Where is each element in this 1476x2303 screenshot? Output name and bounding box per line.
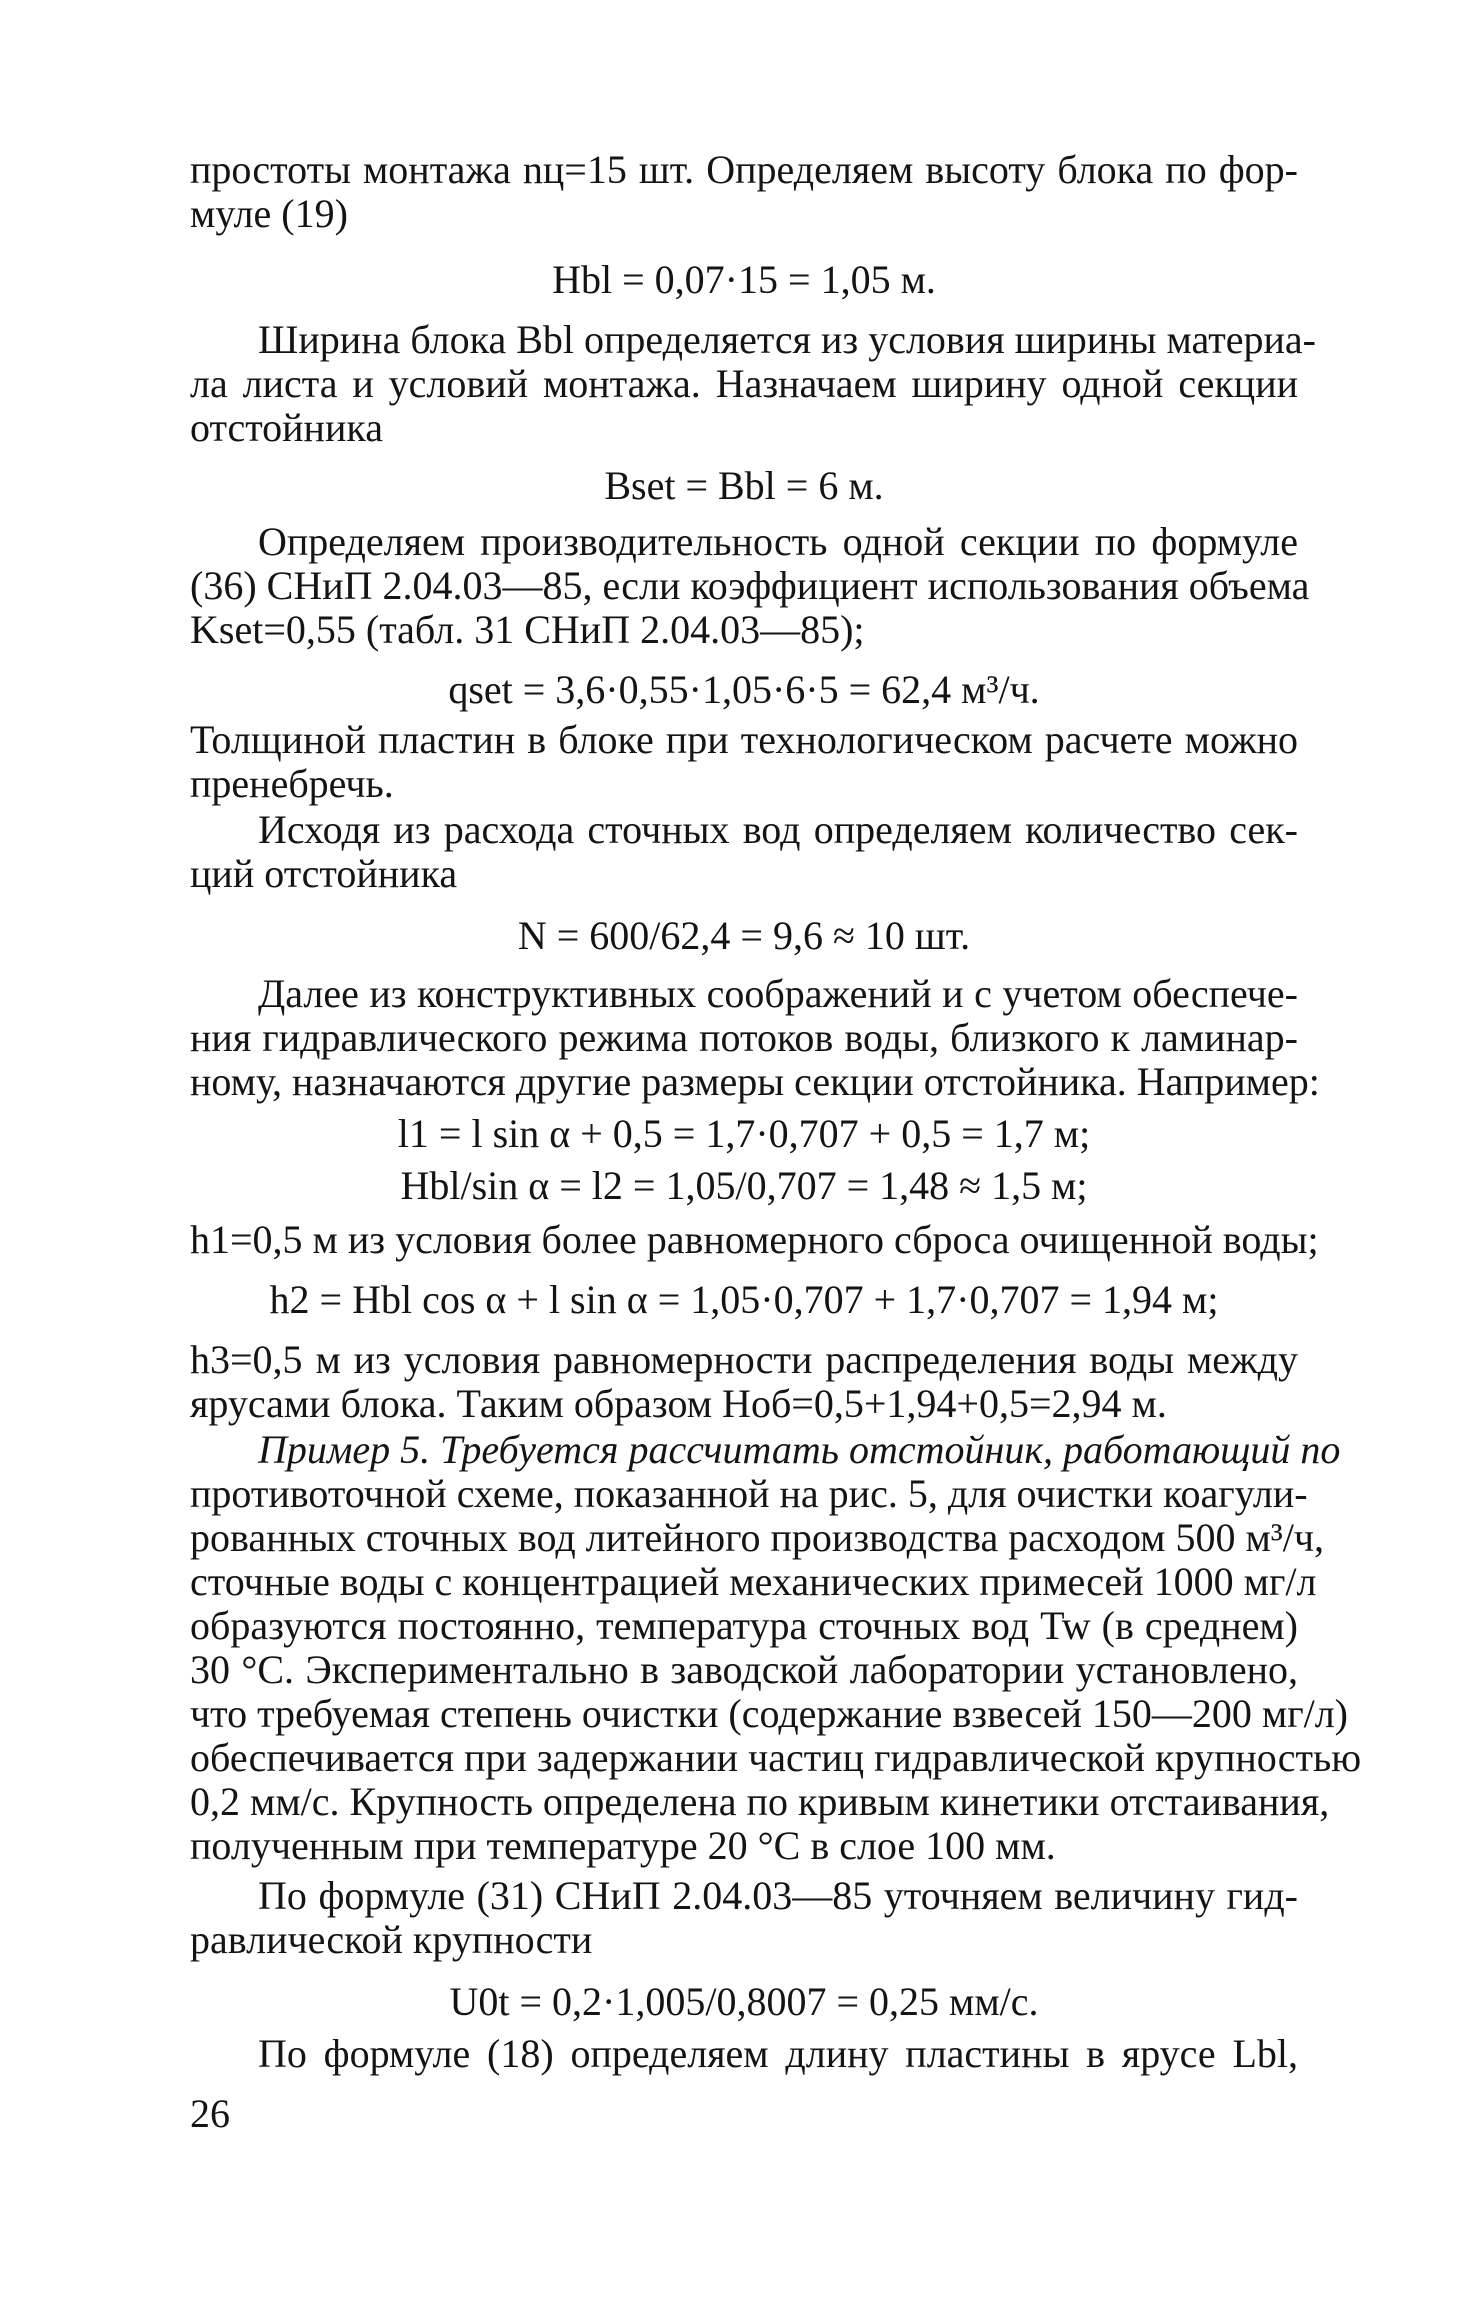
text-line: Ширина блока Bbl определяется из условия ширины материа- — [258, 317, 1316, 362]
formula: qset = 3,6·0,55·1,05·6·5 = 62,4 м³/ч. — [448, 667, 1040, 712]
text-line: По формуле (31) СНиП 2.04.03—85 уточняем величину гид- — [258, 1873, 1298, 1918]
text-line: ла листа и условий монтажа. Назначаем ширину одной секции — [190, 361, 1298, 406]
text-line: пренебречь. — [190, 761, 394, 806]
text-line: h1=0,5 м из условия более равномерного сброса очищенной воды; — [190, 1217, 1319, 1262]
text-line: По формуле (18) определяем длину пластины в ярусе Lbl, — [258, 2031, 1298, 2076]
text-line: h3=0,5 м из условия равномерности распределения воды между — [190, 1337, 1298, 1382]
text-line: обеспечивается при задержании частиц гидравлической крупностью — [190, 1735, 1362, 1780]
formula: U0t = 0,2·1,005/0,8007 = 0,25 мм/с. — [449, 1979, 1039, 2024]
example-heading-line: Пример 5. Требуется рассчитать отстойник, работающий по — [258, 1427, 1341, 1472]
text-line: противоточной схеме, показанной на рис. 5, для очистки коагули- — [190, 1471, 1308, 1516]
formula: Hbl/sin α = l2 = 1,05/0,707 = 1,48 ≈ 1,5 м; — [400, 1163, 1088, 1208]
text-line: Толщиной пластин в блоке при технологическом расчете можно — [190, 717, 1298, 762]
text-line: рованных сточных вод литейного производства расходом 500 м³/ч, — [190, 1515, 1325, 1560]
text-line: простоты монтажа nц=15 шт. Определяем высоту блока по фор- — [190, 147, 1298, 192]
text-line: 30 °C. Экспериментально в заводской лаборатории установлено, — [190, 1647, 1298, 1692]
formula: l1 = l sin α + 0,5 = 1,7·0,707 + 0,5 = 1,7 м; — [397, 1111, 1091, 1156]
text-line: Исходя из расхода сточных вод определяем количество сек- — [258, 807, 1298, 852]
text-line: равлической крупности — [190, 1917, 593, 1962]
formula: Bset = Bbl = 6 м. — [604, 463, 884, 508]
text-line: полученным при температуре 20 °C в слое 100 мм. — [190, 1823, 1056, 1868]
text-line: Определяем производительность одной секции по формуле — [258, 519, 1298, 564]
text-line: отстойника — [190, 405, 383, 450]
text-line: муле (19) — [190, 191, 348, 236]
page-number: 26 — [190, 2091, 230, 2136]
text-line: ций отстойника — [190, 851, 458, 896]
text-line: ярусами блока. Таким образом Hоб=0,5+1,94+0,5=2,94 м. — [190, 1381, 1167, 1426]
text-line: образуются постоянно, температура сточных вод Tw (в среднем) — [190, 1603, 1298, 1648]
text-line: что требуемая степень очистки (содержание взвесей 150—200 мг/л) — [190, 1691, 1348, 1736]
text-line: ния гидравлического режима потоков воды, близкого к ламинар- — [190, 1015, 1298, 1060]
formula: h2 = Hbl cos α + l sin α = 1,05·0,707 + 1,7·0,707 = 1,94 м; — [269, 1277, 1219, 1322]
text-line: Далее из конструктивных соображений и с учетом обеспече- — [258, 971, 1298, 1016]
text-line: (36) СНиП 2.04.03—85, если коэффициент использования объема — [190, 563, 1310, 608]
text-line: сточные воды с концентрацией механических примесей 1000 мг/л — [190, 1559, 1317, 1604]
text-line: Kset=0,55 (табл. 31 СНиП 2.04.03—85); — [190, 607, 865, 652]
text-line: 0,2 мм/с. Крупность определена по кривым кинетики отстаивания, — [190, 1779, 1330, 1824]
formula: Hbl = 0,07·15 = 1,05 м. — [552, 257, 936, 302]
formula: N = 600/62,4 = 9,6 ≈ 10 шт. — [517, 913, 971, 958]
text-line: ному, назначаются другие размеры секции отстойника. Например: — [190, 1059, 1320, 1104]
